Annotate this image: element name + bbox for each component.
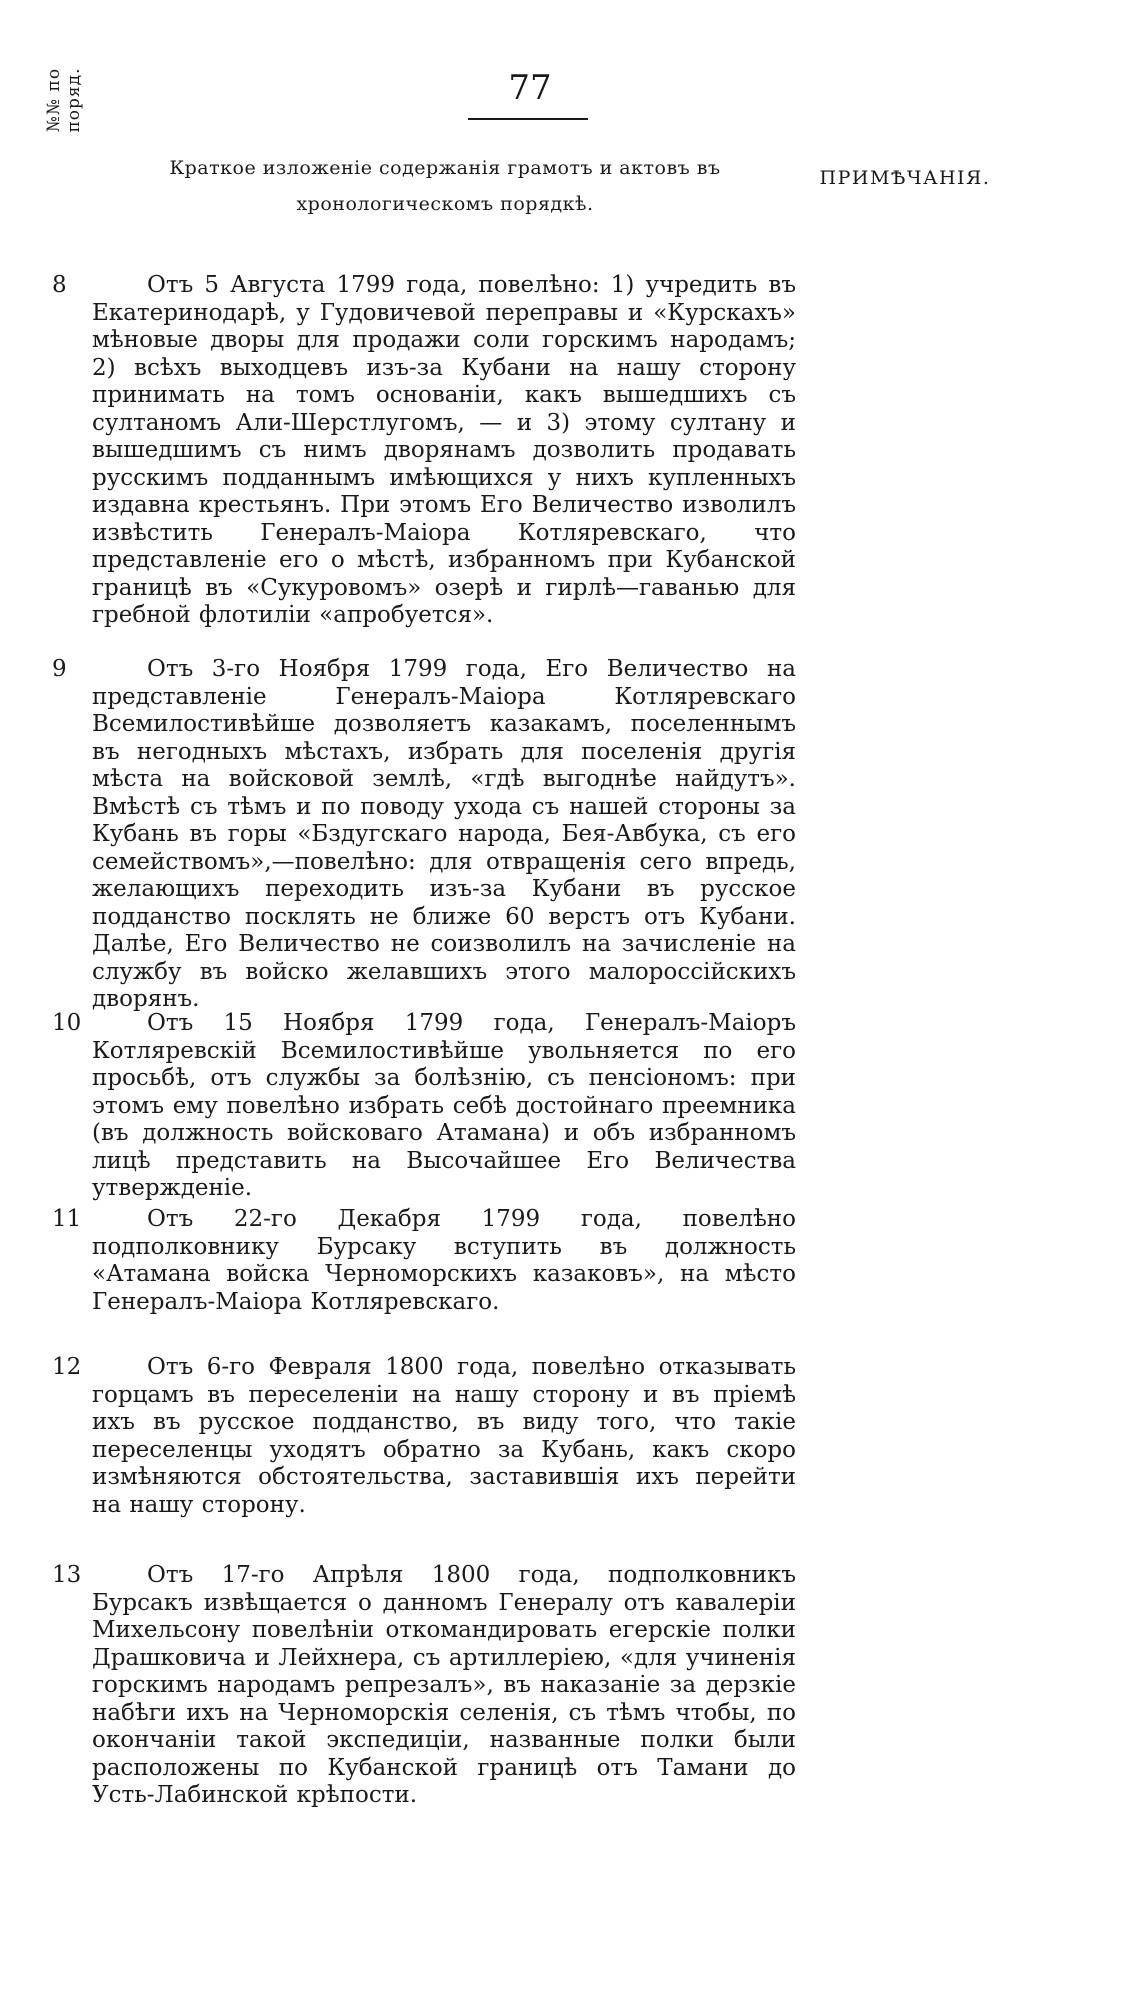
column-header-summary: Краткое изложеніе содержанія грамотъ и актовъ въ хронологическомъ порядкѣ.	[169, 157, 721, 215]
entry-text: Отъ 22-го Декабря 1799 года, повелѣно подполковнику Бурсаку вступить въ должность «Атамана войска Черноморскихъ казаковъ», на мѣсто Генералъ-Маіора Котляревскаго.	[92, 1206, 796, 1315]
entry-text: Отъ 5 Августа 1799 года, повелѣно: 1) учредить въ Екатеринодарѣ, у Гудовичевой переправы и «Курскахъ» мѣновые дворы для продажи соли горскимъ народамъ; 2) всѣхъ выходцевъ изъ-за Кубани на нашу сторону принимать на томъ основаніи, какъ вышедшихъ съ султаномъ Али-Шерстлугомъ, — и 3) этому султану и вышедшимъ съ нимъ дворянамъ дозволить продавать русскимъ подданнымъ имѣющихся у нихъ купленныхъ издавна крестьянъ. При этомъ Его Величество изволилъ извѣстить Генералъ-Маіора Котляревскаго, что представленіе его о мѣстѣ, избранномъ при Кубанской границѣ въ «Сукуровомъ» озерѣ и гирлѣ—гаванью для гребной флотиліи «апробуется».	[92, 272, 796, 628]
entry-number: 12	[52, 1354, 82, 1380]
page-number: 77	[508, 68, 552, 108]
column-header-number	[44, 60, 84, 140]
entry-number: 11	[52, 1206, 82, 1232]
column-header-notes: ПРИМѢЧАНІЯ.	[819, 167, 991, 189]
entry-text: Отъ 17-го Апрѣля 1800 года, подполковникъ Бурсакъ извѣщается о данномъ Генералу отъ кавалеріи Михельсону повелѣніи откомандировать егерскіе полки Драшковича и Лейхнера, съ артиллеріею, «для учиненія горскимъ народамъ репрезалъ», въ наказаніе за дерзкіе набѣги ихъ на Черноморскія селенія, съ тѣмъ чтобы, по окончаніи такой экспедиціи, названные полки были расположены по Кубанской границѣ отъ Тамани до Усть-Лабинской крѣпости.	[92, 1562, 796, 1808]
entry-number: 8	[52, 272, 67, 298]
entry-text: Отъ 6-го Февраля 1800 года, повелѣно отказывать горцамъ въ переселеніи на нашу сторону и въ пріемѣ ихъ въ русское подданство, въ виду того, что такіе переселенцы уходятъ обратно за Кубань, какъ скоро измѣняются обстоятельства, заставившія ихъ перейти на нашу сторону.	[92, 1354, 796, 1518]
entry-text: Отъ 3-го Ноября 1799 года, Его Величество на представленіе Генералъ-Маіора Котляревскаго Всемилостивѣйше дозволяетъ казакамъ, поселеннымъ въ негодныхъ мѣстахъ, избрать для поселенія другія мѣста на войсковой землѣ, «гдѣ выгоднѣе найдутъ». Вмѣстѣ съ тѣмъ и по поводу ухода съ нашей стороны за Кубань въ горы «Бздугскаго народа, Бея-Авбука, съ его семействомъ»,—повелѣно: для отвращенія сего впредь, желающихъ переходить изъ-за Кубани въ русское подданство посклять не ближе 60 верстъ отъ Кубани. Далѣе, Его Величество не соизволилъ на зачисленіе на службу въ войско желавшихъ этого малороссійскихъ дворянъ.	[92, 656, 796, 1012]
column-header-number-line2: поряд.	[64, 67, 84, 133]
column-header-number-line1: №№ по	[44, 67, 64, 133]
entry-number: 13	[52, 1562, 82, 1588]
entry-number: 10	[52, 1010, 82, 1036]
page-number-rule	[468, 118, 588, 120]
entry-text: Отъ 15 Ноября 1799 года, Генералъ-Маіоръ Котляревскій Всемилостивѣйше увольняется по его просьбѣ, отъ службы за болѣзнію, съ пенсіономъ: при этомъ ему повелѣно избрать себѣ достойнаго преемника (въ должность войсковаго Атамана) и объ избранномъ лицѣ представить на Высочайшее Его Величества утвержденіе.	[92, 1010, 796, 1201]
entry-number: 9	[52, 656, 67, 682]
